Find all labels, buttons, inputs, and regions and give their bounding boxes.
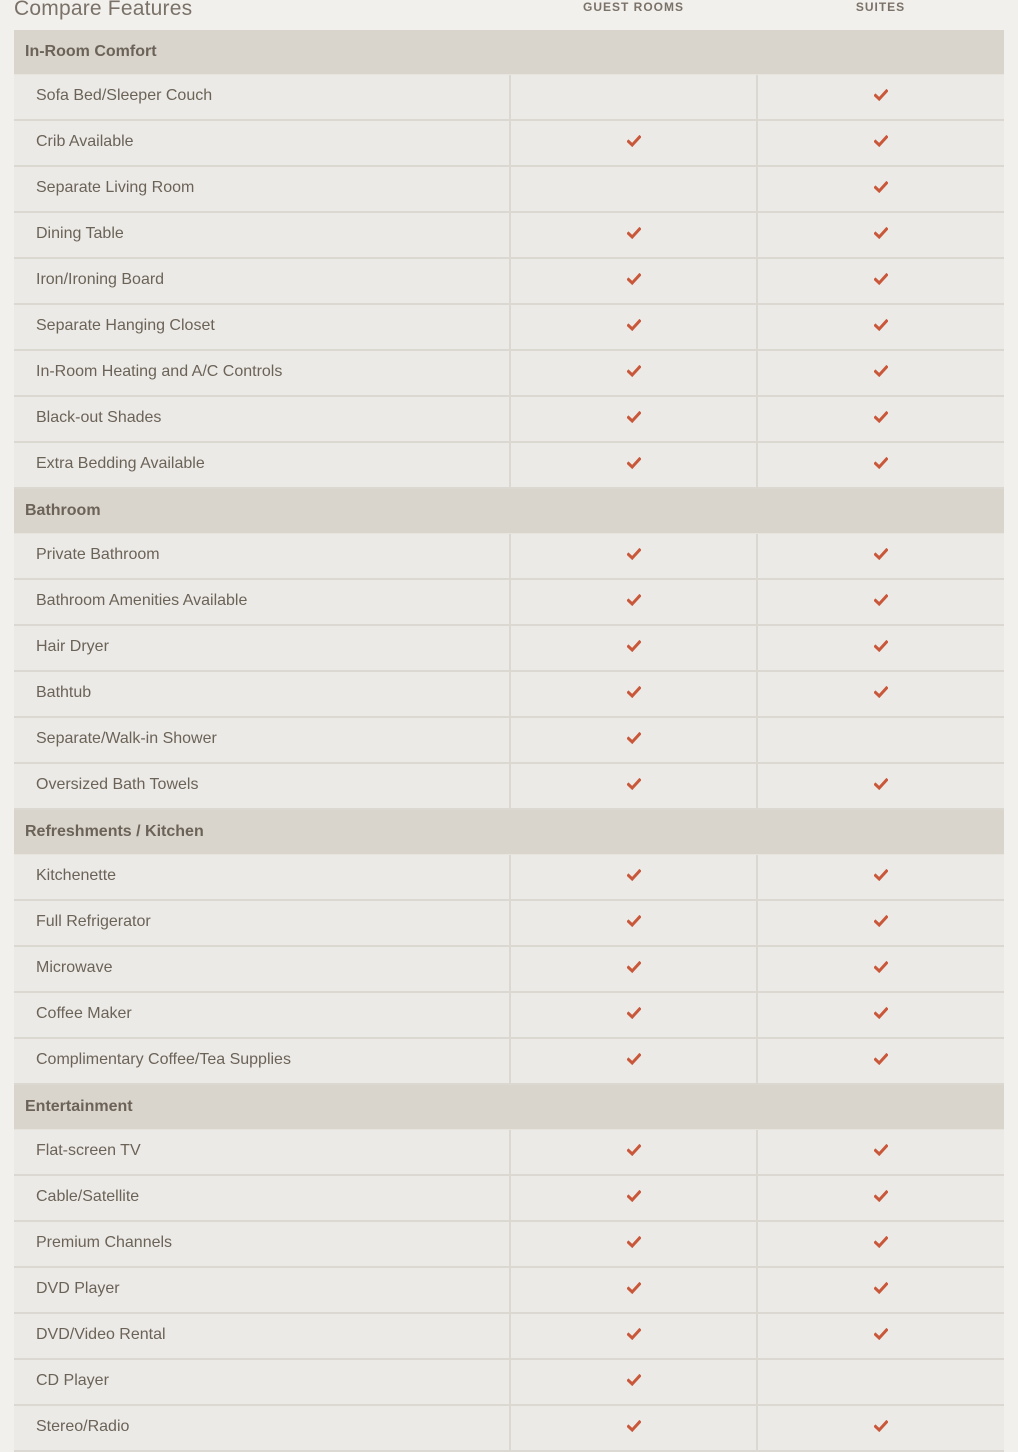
checkmark-icon: [874, 89, 888, 101]
section-title: Bathroom: [25, 502, 101, 519]
suites-cell: [756, 1314, 1003, 1358]
suites-cell: [756, 1406, 1003, 1450]
feature-label: Crib Available: [36, 133, 134, 150]
feature-row: [14, 1176, 1004, 1222]
checkmark-icon: [874, 1053, 888, 1065]
checkmark-icon: [874, 1236, 888, 1248]
checkmark-icon: [627, 548, 641, 560]
feature-row: [14, 75, 1004, 121]
checkmark-icon: [627, 594, 641, 606]
suites-cell: [756, 397, 1003, 441]
feature-row: [14, 1268, 1004, 1314]
feature-row: [14, 580, 1004, 626]
feature-label: Complimentary Coffee/Tea Supplies: [36, 1051, 291, 1068]
guest-rooms-cell: [509, 1039, 756, 1083]
feature-row: [14, 993, 1004, 1039]
suites-cell: [756, 213, 1003, 257]
feature-row: [14, 626, 1004, 672]
checkmark-icon: [874, 365, 888, 377]
suites-cell: [756, 1268, 1003, 1312]
checkmark-icon: [627, 1420, 641, 1432]
checkmark-icon: [874, 457, 888, 469]
checkmark-icon: [627, 319, 641, 331]
page-title: Compare Features: [14, 0, 193, 20]
suites-cell: [756, 993, 1003, 1037]
suites-cell: [756, 1130, 1003, 1174]
checkmark-icon: [874, 548, 888, 560]
section-header-row: [14, 810, 1004, 855]
guest-rooms-cell: [509, 626, 756, 670]
feature-label: Separate Hanging Closet: [36, 317, 215, 334]
feature-label: Extra Bedding Available: [36, 455, 205, 472]
suites-cell: [756, 718, 1003, 762]
checkmark-icon: [627, 915, 641, 927]
guest-rooms-cell: [509, 259, 756, 303]
guest-rooms-cell: [509, 855, 756, 899]
suites-cell: [756, 534, 1003, 578]
feature-label: Kitchenette: [36, 867, 117, 884]
feature-label: Black-out Shades: [36, 409, 162, 426]
section-title: In-Room Comfort: [25, 43, 157, 60]
checkmark-icon: [874, 319, 888, 331]
feature-label: CD Player: [36, 1372, 109, 1389]
feature-row: [14, 855, 1004, 901]
checkmark-icon: [627, 732, 641, 744]
feature-label: In-Room Heating and A/C Controls: [36, 363, 283, 380]
suites-cell: [756, 672, 1003, 716]
checkmark-icon: [874, 135, 888, 147]
suites-cell: [756, 351, 1003, 395]
feature-label: Iron/Ironing Board: [36, 271, 165, 288]
checkmark-icon: [627, 227, 641, 239]
checkmark-icon: [874, 273, 888, 285]
guest-rooms-cell: [509, 1314, 756, 1358]
suites-cell: [756, 1176, 1003, 1220]
checkmark-icon: [627, 1328, 641, 1340]
feature-row: [14, 718, 1004, 764]
feature-label: Stereo/Radio: [36, 1418, 130, 1435]
suites-cell: [756, 901, 1003, 945]
suites-cell: [756, 580, 1003, 624]
feature-label: Bathroom Amenities Available: [36, 592, 248, 609]
checkmark-icon: [627, 273, 641, 285]
feature-row: [14, 672, 1004, 718]
guest-rooms-cell: [509, 672, 756, 716]
checkmark-icon: [874, 1144, 888, 1156]
guest-rooms-cell: [509, 580, 756, 624]
suites-cell: [756, 1360, 1003, 1404]
guest-rooms-cell: [509, 351, 756, 395]
checkmark-icon: [874, 411, 888, 423]
feature-label: Hair Dryer: [36, 638, 109, 655]
suites-cell: [756, 764, 1003, 808]
checkmark-icon: [627, 686, 641, 698]
checkmark-icon: [874, 1190, 888, 1202]
checkmark-icon: [627, 1053, 641, 1065]
guest-rooms-cell: [509, 305, 756, 349]
checkmark-icon: [627, 365, 641, 377]
guest-rooms-cell: [509, 121, 756, 165]
checkmark-icon: [627, 135, 641, 147]
checkmark-icon: [627, 961, 641, 973]
checkmark-icon: [874, 1420, 888, 1432]
guest-rooms-cell: [509, 1360, 756, 1404]
feature-row: [14, 1360, 1004, 1406]
guest-rooms-cell: [509, 1176, 756, 1220]
guest-rooms-cell: [509, 1222, 756, 1266]
suites-cell: [756, 1222, 1003, 1266]
checkmark-icon: [627, 457, 641, 469]
feature-row: [14, 167, 1004, 213]
suites-cell: [756, 947, 1003, 991]
checkmark-icon: [874, 915, 888, 927]
checkmark-icon: [627, 869, 641, 881]
checkmark-icon: [874, 961, 888, 973]
feature-row: [14, 1406, 1004, 1452]
suites-cell: [756, 259, 1003, 303]
guest-rooms-cell: [509, 764, 756, 808]
checkmark-icon: [627, 778, 641, 790]
column-header-suites: SUITES: [855, 0, 906, 14]
feature-row: [14, 443, 1004, 489]
guest-rooms-cell: [509, 534, 756, 578]
suites-cell: [756, 626, 1003, 670]
section-header-row: [14, 1085, 1004, 1130]
checkmark-icon: [627, 1282, 641, 1294]
suites-cell: [756, 1039, 1003, 1083]
feature-row: [14, 1222, 1004, 1268]
checkmark-icon: [874, 1007, 888, 1019]
feature-row: [14, 1314, 1004, 1360]
guest-rooms-cell: [509, 1406, 756, 1450]
feature-row: [14, 121, 1004, 167]
checkmark-icon: [874, 640, 888, 652]
feature-row: [14, 397, 1004, 443]
feature-label: Oversized Bath Towels: [36, 776, 199, 793]
guest-rooms-cell: [509, 213, 756, 257]
checkmark-icon: [627, 1190, 641, 1202]
section-title: Entertainment: [25, 1098, 133, 1115]
checkmark-icon: [874, 778, 888, 790]
feature-label: Sofa Bed/Sleeper Couch: [36, 87, 213, 104]
checkmark-icon: [627, 640, 641, 652]
feature-label: Premium Channels: [36, 1234, 173, 1251]
section-header-row: [14, 489, 1004, 534]
feature-row: [14, 305, 1004, 351]
suites-cell: [756, 75, 1003, 119]
guest-rooms-cell: [509, 1268, 756, 1312]
feature-label: Dining Table: [36, 225, 124, 242]
guest-rooms-cell: [509, 75, 756, 119]
guest-rooms-cell: [509, 993, 756, 1037]
feature-row: [14, 213, 1004, 259]
compare-features-table: [14, 30, 1004, 1452]
feature-label: Flat-screen TV: [36, 1142, 141, 1159]
checkmark-icon: [627, 1144, 641, 1156]
feature-label: Separate Living Room: [36, 179, 195, 196]
guest-rooms-cell: [509, 397, 756, 441]
feature-label: Coffee Maker: [36, 1005, 132, 1022]
checkmark-icon: [627, 1236, 641, 1248]
feature-row: [14, 764, 1004, 810]
checkmark-icon: [874, 1282, 888, 1294]
feature-label: Microwave: [36, 959, 113, 976]
feature-label: Bathtub: [36, 684, 92, 701]
feature-row: [14, 1039, 1004, 1085]
guest-rooms-cell: [509, 947, 756, 991]
section-header-row: [14, 30, 1004, 75]
checkmark-icon: [874, 686, 888, 698]
guest-rooms-cell: [509, 167, 756, 211]
checkmark-icon: [627, 1374, 641, 1386]
suites-cell: [756, 121, 1003, 165]
checkmark-icon: [874, 227, 888, 239]
feature-label: DVD/Video Rental: [36, 1326, 166, 1343]
suites-cell: [756, 855, 1003, 899]
feature-row: [14, 947, 1004, 993]
guest-rooms-cell: [509, 901, 756, 945]
guest-rooms-cell: [509, 718, 756, 762]
feature-label: Full Refrigerator: [36, 913, 151, 930]
checkmark-icon: [874, 594, 888, 606]
feature-row: [14, 901, 1004, 947]
feature-label: DVD Player: [36, 1280, 120, 1297]
suites-cell: [756, 443, 1003, 487]
feature-row: [14, 259, 1004, 305]
checkmark-icon: [627, 1007, 641, 1019]
column-header-guest-rooms: GUEST ROOMS: [582, 0, 684, 14]
feature-label: Cable/Satellite: [36, 1188, 140, 1205]
guest-rooms-cell: [509, 443, 756, 487]
section-title: Refreshments / Kitchen: [25, 823, 204, 840]
checkmark-icon: [874, 869, 888, 881]
suites-cell: [756, 167, 1003, 211]
feature-row: [14, 351, 1004, 397]
feature-label: Separate/Walk-in Shower: [36, 730, 217, 747]
checkmark-icon: [874, 181, 888, 193]
checkmark-icon: [874, 1328, 888, 1340]
checkmark-icon: [627, 411, 641, 423]
suites-cell: [756, 305, 1003, 349]
feature-row: [14, 1130, 1004, 1176]
guest-rooms-cell: [509, 1130, 756, 1174]
feature-label: Private Bathroom: [36, 546, 160, 563]
feature-row: [14, 534, 1004, 580]
compare-header: [0, 0, 1018, 30]
